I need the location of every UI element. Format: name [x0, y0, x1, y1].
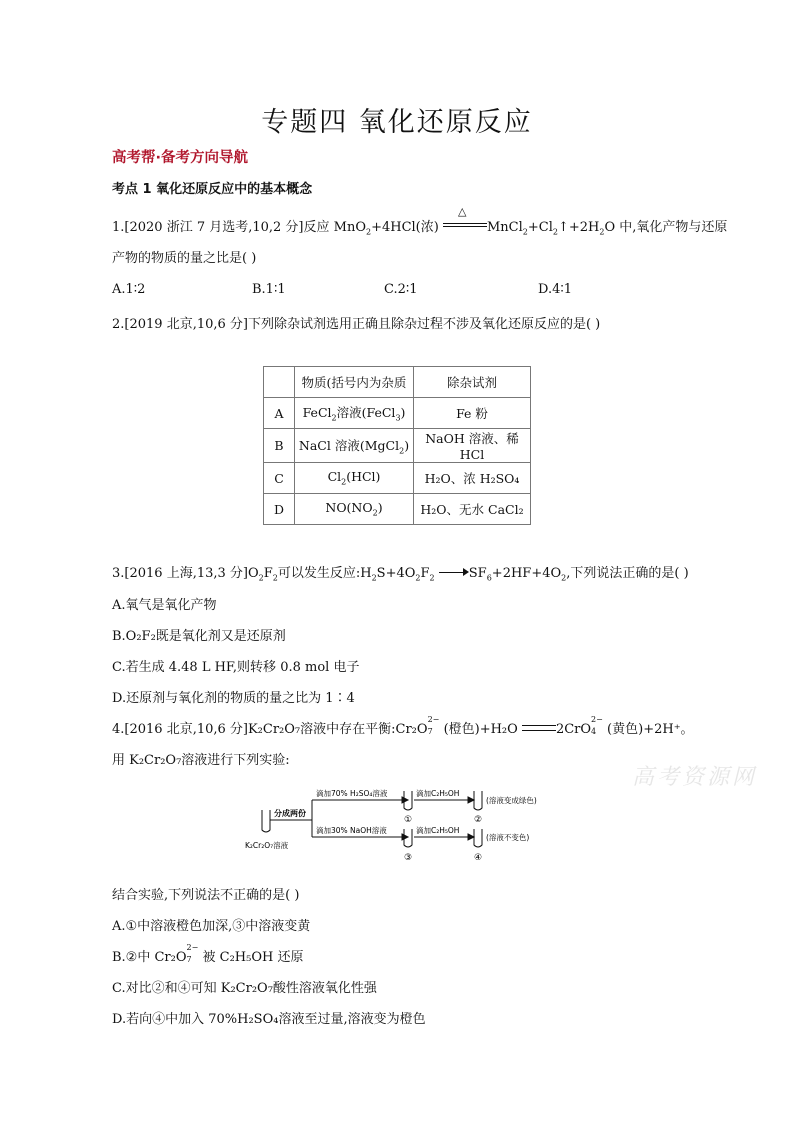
question-4-option-d: D.若向④中加入 70%H₂SO₄溶液至过量,溶液变为橙色 — [112, 1012, 426, 1027]
question-2-stem: 2.[2019 北京,10,6 分]下列除杂试剂选用正确且除杂过程不涉及氧化还原反应的是( ) — [112, 317, 601, 332]
question-4-stem: 4.[2016 北京,10,6 分]K₂Cr₂O₇溶液中存在平衡:Cr₂O 2− 7 (橙色)+H₂O 2CrO 2− 4 (黄色)+2H⁺。 — [112, 715, 694, 737]
tube-2-label: ② — [474, 815, 483, 825]
question-4-ask: 结合实验,下列说法不正确的是( ) — [112, 888, 300, 903]
question-3-option-a: A.氧气是氧化产物 — [112, 598, 217, 613]
question-3-option-c: C.若生成 4.48 L HF,则转移 0.8 mol 电子 — [112, 660, 360, 675]
row-label: B — [264, 429, 295, 463]
result-top-label: (溶液变成绿色) — [486, 796, 537, 805]
experiment-flow-diagram — [240, 782, 570, 880]
question-1-option-c: C.2∶1 — [384, 282, 418, 297]
table-header-cell — [264, 367, 295, 398]
question-4-option-c: C.对比②和④可知 K₂Cr₂O₇酸性溶液氧化性强 — [112, 981, 377, 996]
table-row — [264, 398, 531, 429]
reagent-cell: Fe 粉 — [414, 398, 531, 429]
question-1-stem: 1.[2020 浙江 7 月选考,10,2 分]反应 MnO$_2$+4HCl(浓) △ $MnCl_2+Cl_2↑+2H_2O$ 中,氧化产物与还原 — [112, 205, 728, 237]
question-4-stem-line2: 用 K₂Cr₂O₇溶液进行下列实验: — [112, 753, 290, 768]
test-tube-2-icon — [474, 791, 482, 810]
equilibrium-arrow — [522, 722, 556, 734]
question-4-option-a: A.①中溶液橙色加深,③中溶液变黄 — [112, 919, 311, 934]
acid-addition-label: 滴加70% H₂SO₄溶液 — [316, 789, 388, 798]
table-header-row — [264, 367, 531, 398]
kaodian-heading: 考点 1 氧化还原反应中的基本概念 — [112, 182, 313, 197]
row-label: C — [264, 463, 295, 494]
table-row — [264, 494, 531, 525]
reagent-cell: H₂O、浓 H₂SO₄ — [414, 463, 531, 494]
question-1-option-d: D.4∶1 — [538, 282, 573, 297]
substance-cell: NaCl 溶液(MgCl$_2$) — [295, 429, 414, 463]
question-1-option-a: A.1∶2 — [112, 282, 146, 297]
tube-4-label: ④ — [474, 853, 483, 863]
question-3-option-d: D.还原剂与氧化剂的物质的量之比为 1∶4 — [112, 691, 355, 706]
reagent-cell: H₂O、无水 CaCl₂ — [414, 494, 531, 525]
test-tube-source-icon — [262, 810, 270, 832]
question-3-option-b: B.O₂F₂既是氧化剂又是还原剂 — [112, 629, 286, 644]
result-bottom-label: (溶液不变色) — [486, 833, 530, 842]
watermark: 高考资源网 — [632, 765, 758, 790]
ethanol-label-bottom: 滴加C₂H₅OH — [416, 826, 460, 835]
reagent-cell: NaOH 溶液、稀 HCl — [414, 429, 531, 463]
substance-cell: $Cl_2(HCl)$ — [295, 463, 414, 494]
split-label: 分成两份 — [274, 809, 306, 818]
table-header-cell: 物质(括号内为杂质 — [295, 367, 414, 398]
table-header-cell: 除杂试剂 — [414, 367, 531, 398]
row-label: D — [264, 494, 295, 525]
reaction-arrow — [439, 566, 469, 578]
row-label: A — [264, 398, 295, 429]
substance-cell: FeCl$_2$溶液(FeCl$_3$) — [295, 398, 414, 429]
substance-cell: $NO(NO_2)$ — [295, 494, 414, 525]
tube-3-label: ③ — [404, 853, 413, 863]
question-1-option-b: B.1∶1 — [252, 282, 286, 297]
base-addition-label: 滴加30% NaOH溶液 — [316, 826, 387, 835]
page-title: 专题四 氧化还原反应 — [261, 107, 533, 138]
source-solution-label: K₂Cr₂O₇溶液 — [245, 841, 289, 850]
question-1-stem-line2: 产物的物质的量之比是( ) — [112, 251, 257, 266]
question-4-option-b: B.②中 Cr₂O 2− 7 被 C₂H₅OH 还原 — [112, 943, 304, 965]
table-row — [264, 429, 531, 463]
ethanol-label-top: 滴加C₂H₅OH — [416, 789, 460, 798]
question-3-stem: 3.[2016 上海,13,3 分]$O_2F_2$可以发生反应$:H_2S+4O_2F_2$ $SF_6+2HF+4O_2$,下列说法正确的是( ) — [112, 566, 689, 583]
section-guide-heading: 高考帮·备考方向导航 — [112, 150, 249, 166]
test-tube-4-icon — [474, 829, 482, 847]
heating-equals-sign: △ — [443, 218, 487, 232]
tube-1-label: ① — [404, 815, 413, 825]
impurity-removal-table — [263, 366, 531, 525]
table-row — [264, 463, 531, 494]
